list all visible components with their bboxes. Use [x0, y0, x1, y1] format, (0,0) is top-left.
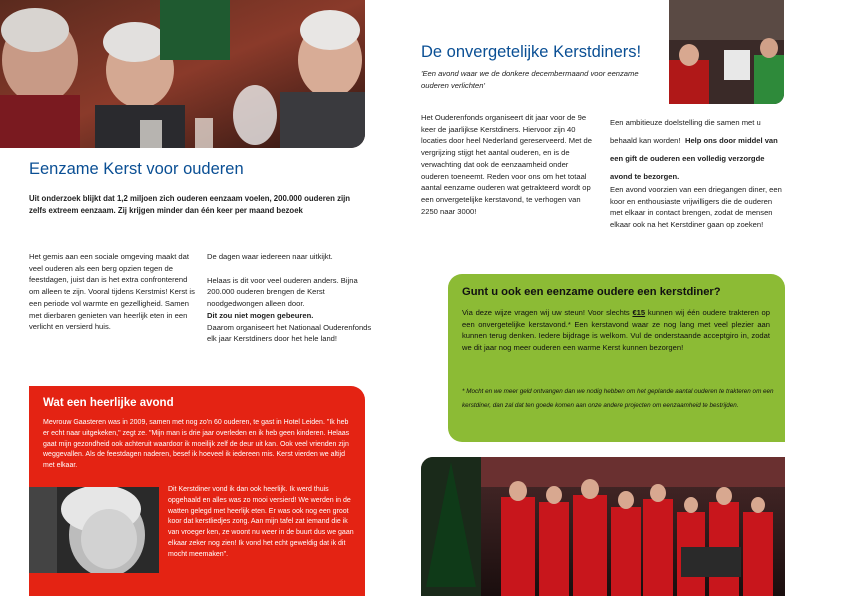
right-title: De onvergetelijke Kerstdiners! — [421, 43, 642, 61]
left-col2-a: De dagen waar iedereen naar uitkijkt. — [207, 252, 333, 261]
donation-text — [462, 307, 770, 353]
photo-choir-musicians — [669, 0, 784, 104]
left-column-2 — [207, 251, 372, 345]
donation-amount: €15 — [632, 308, 646, 317]
left-col2-c: Daarom organiseert het Nationaal Ouderenfonds elk jaar Kerstdiners door het hele land! — [207, 322, 372, 344]
right-col2-a: Een ambitieuze doelstelling die samen met u behaald kan worden! — [610, 118, 761, 145]
left-intro: Uit onderzoek blijkt dat 1,2 miljoen zich ouderen eenzaam voelen, 200.000 ouderen zijn zelfs extreem eenzaam. Zij krijgen minder dan één keer per maand bezoek — [29, 194, 351, 215]
left-title: Eenzame Kerst voor ouderen — [29, 160, 244, 178]
testimonial-text-2: Dit Kerstdiner vond ik dan ook heerlijk. Ik werd thuis opgehaald en alles was zo mooi versierd! We werden in de watten gelegd met heerlijk eten. Er was ook nog een groot koor dat kerstliedjes zong. Aan mijn tafel zat iemand die ik van vroeger ken, ze woont nu weer in de buurt dus we gaan elkaar zeker nog zien! Ik vond het echt geweldig dat ik dit mocht meemaken". — [168, 486, 354, 558]
photo-choir-singing-image — [421, 457, 785, 596]
right-column-2 — [610, 112, 782, 231]
right-column-1: Het Ouderenfonds organiseert dit jaar voor de 9e keer de jaarlijkse Kerstdiners. Hiervoor zijn 40 locaties door heel Nederland gereserveerd. Met de vergrijzing stijgt het aantal ouderen, en is de verwachting dat ook de eenzaamheid onder ouderen toeneemt. Reden voor ons om het totaal aantal eenzame ouderen wat getrakteerd wordt op een onvergetelijke kerstavond, te verhogen van 2250 naar 3000! — [421, 113, 592, 216]
photo-elderly-women-dinner — [0, 0, 365, 148]
left-col2-b: Helaas is dit voor veel ouderen anders. Bijna 200.000 ouderen brengen de Kerst noodgedwongen alleen door. — [207, 275, 358, 309]
donation-box — [448, 274, 785, 442]
photo-smiling-elderly-woman-image — [29, 487, 159, 573]
right-col2-bold: Help ons door middel van een gift de ouderen een volledig verzorgde avond te bezorgen. — [610, 136, 778, 181]
testimonial-title: Wat een heerlijke avond — [43, 397, 174, 409]
right-col2-b: Een avond voorzien van een driegangen diner, een koor en enthousiaste vrijwilligers die de ouderen met elkaar in contact brengen, zodat de mensen elkaar ook na het Kerstdiner gaan op zoeken! — [610, 185, 782, 230]
photo-elderly-women-dinner-image — [0, 0, 365, 148]
photo-choir-singing — [421, 457, 785, 596]
donation-text-b: kunnen wij één oudere trakteren op een onvergetelijke kerstavond.* Een kerstavond waar ze nog lang met veel plezier aan kunnen terug denken. Iedere bijdrage is welkom. Vul de onderstaande acceptgiro in, zodat we dit jaar nog meer ouderen een warme Kerst kunnen bezorgen! — [462, 308, 770, 352]
left-col2-bold: Dit zou niet mogen gebeuren. — [207, 310, 314, 320]
donation-title: Gunt u ook een eenzame oudere een kerstdiner? — [462, 286, 721, 298]
left-column-1: Het gemis aan een sociale omgeving maakt dat veel ouderen als een berg opzien tegen de feestdagen, juist dan is het extra confronterend om alleen te zijn. Vooral tijdens Kerstmis! Kerst is een periode vol warmte en gezelligheid. Samen met dierbaren genieten van heerlijk eten in een verlicht en versierd huis. — [29, 252, 195, 332]
right-subtitle: 'Een avond waar we de donkere decembermaand voor eenzame ouderen verlichten' — [421, 69, 639, 90]
donation-text-a: Via deze wijze vragen wij uw steun! Voor slechts — [462, 308, 633, 317]
testimonial-box — [29, 386, 365, 596]
testimonial-text-1: Mevrouw Gaasteren was in 2009, samen met nog zo'n 60 ouderen, te gast in Hotel Leiden. "Ik heb er echt naar uitgekeken," zegt ze. "Mijn man is drie jaar overleden en ik heb geen kinderen. Helaas gaat mijn gezondheid ook achteruit waardoor ik moeilijk zelf de deur uit kan. Ook veel vrienden zijn weggevallen. Als de feestdagen naderen, besef ik hoeveel ik iedereen mis. Kerst vierden we altijd met elkaar. — [43, 419, 350, 470]
photo-smiling-elderly-woman — [29, 487, 159, 573]
photo-choir-musicians-image — [669, 0, 784, 104]
donation-footnote: * Mocht en we meer geld ontvangen dan we nodig hebben om het geplande aantal ouderen te trakteren om een kerstdiner, dan zal dat ten goede komen aan onze andere projecten om eenzaamheid te bestrijden. — [462, 388, 774, 409]
